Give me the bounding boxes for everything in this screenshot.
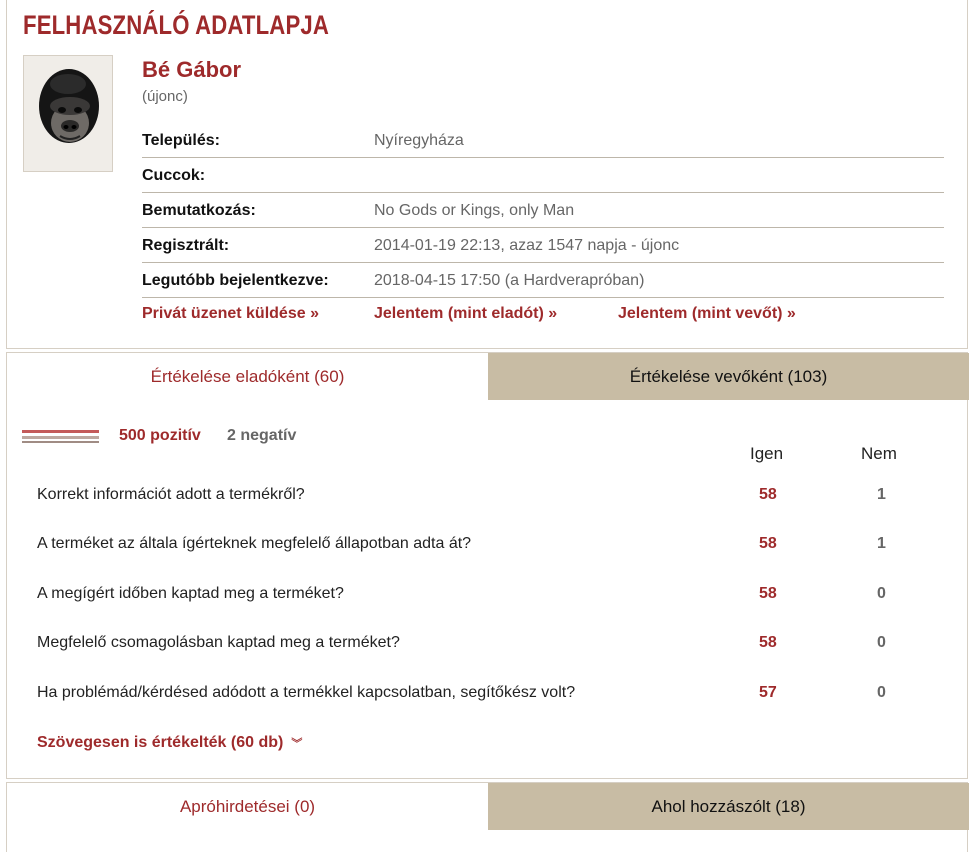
question-row <box>37 684 937 714</box>
info-label: Legutóbb bejelentkezve: <box>142 272 329 289</box>
info-label: Cuccok: <box>142 167 206 184</box>
no-count: 1 <box>877 535 886 552</box>
yes-count: 58 <box>759 535 777 552</box>
question-text: Ha problémád/kérdésed adódott a termékkel kapcsolatban, segítőkész volt? <box>37 684 576 701</box>
report-seller-link[interactable]: Jelentem (mint eladót) » <box>374 305 558 322</box>
info-value: 2014-01-19 22:13, azaz 1547 napja - újonc <box>374 237 680 254</box>
rating-bar <box>22 430 99 444</box>
column-yes: Igen <box>750 444 784 463</box>
question-row <box>37 634 937 664</box>
tab-ads[interactable]: Apróhirdetései (0) <box>7 783 488 830</box>
column-no: Nem <box>861 444 897 463</box>
yes-count: 57 <box>759 684 777 701</box>
tab-comments[interactable]: Ahol hozzászólt (18) <box>488 783 969 830</box>
question-row <box>37 585 937 615</box>
yes-count: 58 <box>759 634 777 651</box>
info-row-registered <box>142 228 944 263</box>
info-row-last-login <box>142 263 944 298</box>
no-count: 0 <box>877 585 886 602</box>
private-message-link[interactable]: Privát üzenet küldése » <box>142 305 319 322</box>
info-label: Település: <box>142 132 220 149</box>
user-rank: (újonc) <box>142 88 188 105</box>
question-row <box>37 486 937 516</box>
info-value: 2018-04-15 17:50 (a Hardverapróban) <box>374 272 645 289</box>
report-buyer-link[interactable]: Jelentem (mint vevőt) » <box>618 305 796 322</box>
yes-count: 58 <box>759 585 777 602</box>
question-text: A megígért időben kaptad meg a terméket? <box>37 585 344 602</box>
avatar <box>23 55 113 172</box>
info-label: Regisztrált: <box>142 237 230 254</box>
tab-buyer-ratings[interactable]: Értékelése vevőként (103) <box>488 353 969 400</box>
info-value: Nyíregyháza <box>374 132 464 149</box>
positive-count: 500 pozitív <box>119 427 201 444</box>
profile-panel <box>6 0 968 349</box>
ratings-panel <box>6 352 968 779</box>
no-count: 0 <box>877 634 886 651</box>
info-row-intro <box>142 193 944 228</box>
info-row-items <box>142 158 944 193</box>
question-text: Megfelelő csomagolásban kaptad meg a terméket? <box>37 634 400 651</box>
yes-count: 58 <box>759 486 777 503</box>
question-row <box>37 535 937 565</box>
info-value: No Gods or Kings, only Man <box>374 202 575 219</box>
info-label: Bemutatkozás: <box>142 202 256 219</box>
no-count: 0 <box>877 684 886 701</box>
textual-reviews-label: Szövegesen is értékelték (60 db) <box>37 734 284 751</box>
page-title: FELHASZNÁLÓ ADATLAPJA <box>23 10 330 40</box>
question-text: A terméket az általa ígérteknek megfelelő állapotban adta át? <box>37 535 472 552</box>
activity-panel <box>6 782 968 852</box>
textual-reviews-link[interactable] <box>37 734 302 752</box>
no-count: 1 <box>877 486 886 503</box>
tab-seller-ratings[interactable]: Értékelése eladóként (60) <box>7 353 488 400</box>
double-chevron-down-icon: ︾ <box>291 737 303 750</box>
negative-count: 2 negatív <box>227 427 297 444</box>
user-name: Bé Gábor <box>142 57 242 82</box>
gorilla-avatar-icon <box>24 56 112 171</box>
info-row-settlement <box>142 123 944 158</box>
question-text: Korrekt információt adott a termékről? <box>37 486 305 503</box>
